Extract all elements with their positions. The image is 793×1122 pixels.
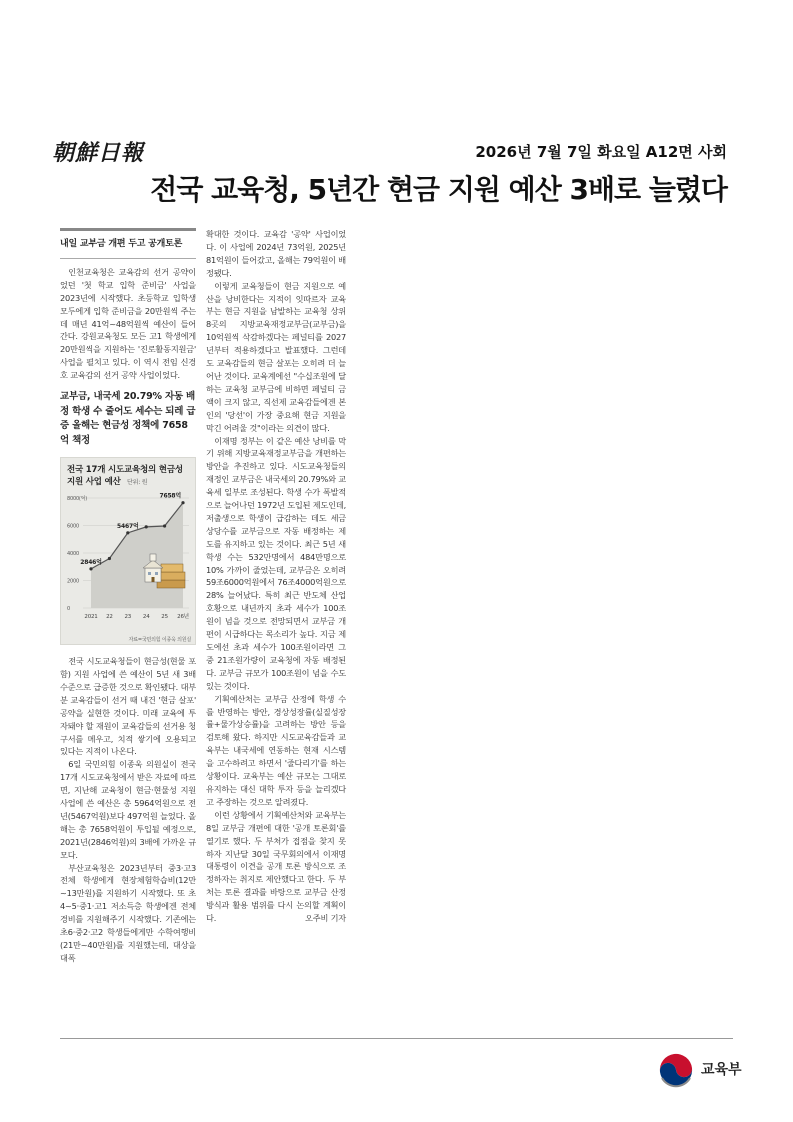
value-label: 2846억 xyxy=(80,558,102,566)
chart-title-line2: 지원 사업 예산 xyxy=(67,477,121,488)
chart-area xyxy=(91,503,183,608)
publication-dateline: 2026년 7월 7일 화요일 A12면 사회 xyxy=(475,143,727,161)
ministry-logo-text: 교육부 xyxy=(701,1062,742,1078)
article-column-1 xyxy=(60,228,196,965)
chart-unit-label: 단위: 원 xyxy=(127,479,148,487)
value-label: 5467억 xyxy=(117,522,139,530)
paragraph: 전국 시도교육청들이 현금성(현물 포함) 지원 사업에 쓴 예산이 5년 새 3배 수준으로 급증한 것으로 확인됐다. 대부분 교육감들이 선거 때 내건 '현금 살포' 공약을 실현한 것이다. 미래 교육에 투자돼야 할 재원이 교육감들의 선거용 청구서를 메우고, 치적 쌓기에 오용되고 있다는 지적이 나온다. xyxy=(60,656,196,757)
x-tick-label: 26년 xyxy=(177,614,189,621)
chart-point xyxy=(181,501,184,504)
footer-divider xyxy=(60,1038,733,1039)
paragraph: 6일 국민의힘 이종욱 의원실이 전국 17개 시도교육청에서 받은 자료에 따르면, 지난해 교육청이 현금·현물성 지원 사업에 쓴 예산은 총 5964억원으로 전년(5467억원)보다 497억원 늘었다. 올해는 총 7658억원이 투입될 예정으로, 2021년(2846억원)의 3배에 가까운 규모다. xyxy=(60,759,196,860)
chart-y-ticks xyxy=(67,495,87,612)
newspaper-masthead: 朝鮮日報 xyxy=(52,140,145,166)
paragraph: 기획예산처는 교부금 산정에 학생 수를 반영하는 방안, 경상성장률(실질성장률+물가상승률)을 고려하는 방안 등을 검토해 왔다. 하지만 시도교육감들과 교육부는 내국세에 연동하는 현재 시스템을 고수하려고 하면서 '줄다리기'를 하는 상황이다. 교육부는 예산 규모는 그대로 유지하는 대신 대학 투자 등을 늘리겠다고 주장하는 것으로 알려졌다. xyxy=(206,693,346,807)
x-tick-label: 22 xyxy=(106,614,113,621)
article-headline: 전국 교육청, 5년간 현금 지원 예산 3배로 늘렸다 xyxy=(150,173,727,206)
x-tick-label: 25 xyxy=(161,614,168,621)
subheading-2: 교부금, 내국세 20.79% 자동 배정 학생 수 줄어도 세수는 되레 급증 올해는 현금성 정책에 7658억 책정 xyxy=(60,391,196,446)
paragraph: 확대한 것이다. 교육감 '공약' 사업이었다. 이 사업에 2024년 73억원, 2025년 81억원이 들어갔고, 올해는 79억원이 배정됐다. xyxy=(206,229,346,278)
budget-chart xyxy=(60,457,196,645)
paragraph: 이재명 정부는 이 같은 예산 낭비를 막기 위해 지방교육재정교부금을 개편하는 방안을 추진하고 있다. 시도교육청들의 재정인 교부금은 내국세의 20.79%와 교육세 일부로 조성된다. 학생 수가 폭발적으로 늘어나던 1972년 도입된 제도인데, 저출생으로 학생이 급감하는 데도 세금 상당수를 교부금으로 자동 배정하는 제도를 유지하고 있는 것이다. 최근 5년 새 학생 수는 532만명에서 484만명으로 10% 가까이 줄었는데, 교부금은 오히려 59조6000억원에서 76조4000억원으로 28% 늘어났다. 특히 최근 반도체 산업 호황으로 내년까지 초과 세수가 100조원이 넘을 것으로 전망되면서 교부금 개편이 시급하다는 목소리가 높다. 지금 제도에선 초과 세수가 100조원이라면 그중 21조원가량이 교육청에 자동 배정된다. 교부금 규모가 100조원이 넘을 수도 있는 것이다. xyxy=(206,435,346,691)
chart-point xyxy=(108,557,111,560)
chart-source: 자료=국민의힘 이종욱 의원실 xyxy=(128,637,191,644)
chart-point xyxy=(126,531,129,534)
y-tick-label: 8000(억) xyxy=(67,496,88,503)
x-tick-label: 2021 xyxy=(84,614,98,621)
y-tick-label: 6000 xyxy=(67,523,79,530)
y-tick-label: 0 xyxy=(67,606,70,613)
paragraph: 이런 상황에서 기획예산처와 교육부는 8일 교부금 개편에 대한 '공개 토론회'를 열기로 했다. 두 부처가 접점을 찾지 못하자 지난달 30일 국무회의에서 이재명 대통령이 이견을 공개 토론 방식으로 조정하자는 취지로 제안했다고 한다. 두 부처는 토론 결과를 바탕으로 교부금 산정 방식과 활용 범위를 다시 논의할 계획이다. xyxy=(206,809,346,924)
chart-point xyxy=(89,567,92,570)
x-tick-label: 24 xyxy=(142,614,150,621)
y-tick-label: 4000 xyxy=(67,551,79,558)
value-label: 7658억 xyxy=(159,492,181,500)
ministry-taegeuk-logo-icon xyxy=(656,1050,696,1090)
byline: 오주비 기자 xyxy=(305,913,346,924)
chart-point xyxy=(163,524,166,527)
article-column-2 xyxy=(206,228,346,925)
subheading-1: 내일 교부금 개편 두고 공개토론 xyxy=(60,228,196,259)
paragraph: 인천교육청은 교육감의 선거 공약이었던 '첫 학교 입학 준비금' 사업을 2023년에 시작했다. 초등학교 입학생 모두에게 입학 준비금을 20만원씩 주는데 매년 41억~48억원씩 예산이 들어간다. 강원교육청도 모든 고1 학생에게 20만원씩을 지원하는 '진로활동지원금' 사업을 펼치고 있다. 이 역시 전임 신경호 교육감의 선거 공약 사업이었다. xyxy=(60,266,196,381)
chart-point xyxy=(145,525,148,528)
paragraph: 이렇게 교육청들이 현금 지원으로 예산을 낭비한다는 지적이 잇따르자 교육부는 현금 지원을 남발하는 교육청 상위 8곳의 지방교육재정교부금(교부금)을 10억원씩 삭감하겠다는 페널티를 2027년부터 적용하겠다고 발표했다. 그런데도 교육감들의 현금 살포는 오히려 더 늘어난 것이다. 교육계에선 "수십조원에 달하는 교육청 교부금에 비하면 페널티 금액이 크지 않고, 직선제 교육감들에겐 본인의 '당선'이 가장 중요해 현금 지원을 막긴 어려울 것"이라는 의견이 많다. xyxy=(206,280,346,433)
x-tick-label: 23 xyxy=(124,614,132,621)
paragraph: 부산교육청은 2023년부터 중3·고3 전체 학생에게 현장체험학습비(12만~13만원)를 지원하기 시작했다. 또 초4~5·중1·고1 저소득층 학생에겐 전체 경비를 지원해주기 시작했다. 기존에는 초6·중2·고2 학생들에게만 수학여행비(21만~40만원)를 지원했는데, 대상을 대폭 xyxy=(60,862,196,963)
y-tick-label: 2000 xyxy=(67,578,79,585)
chart-title-line1: 전국 17개 시도교육청의 현금성 xyxy=(67,465,183,476)
chart-x-ticks xyxy=(84,612,188,620)
